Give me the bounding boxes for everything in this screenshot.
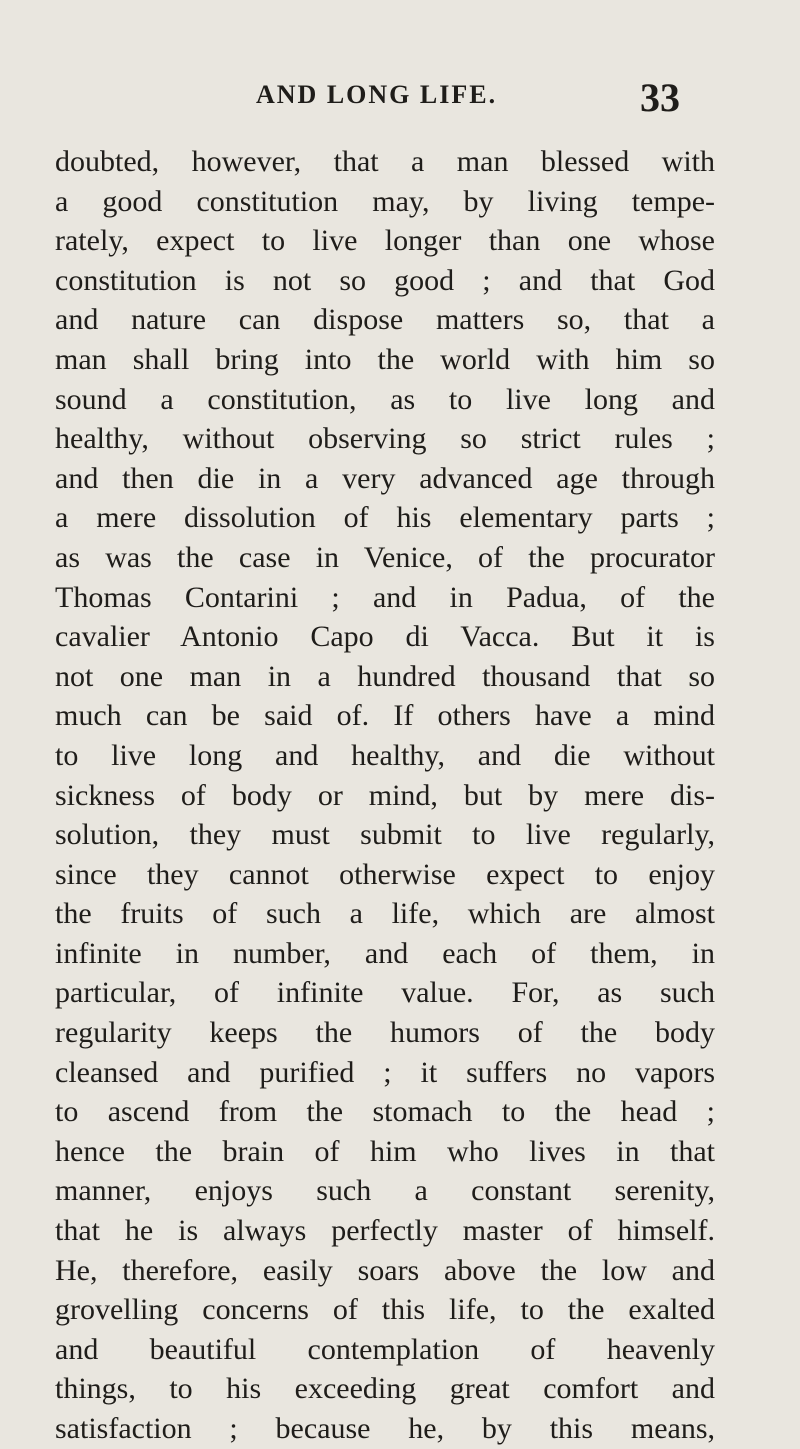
text-line: particular, of infinite value. For, as such — [55, 976, 715, 1010]
text-line: as was the case in Venice, of the procurator — [55, 540, 715, 574]
text-line: a mere dissolution of his elementary parts ; — [55, 501, 715, 535]
text-line: constitution is not so good ; and that God — [55, 263, 715, 297]
text-line: sound a constitution, as to live long and — [55, 382, 715, 416]
text-line: solution, they must submit to live regularly, — [55, 818, 715, 852]
text-line: that he is always perfectly master of himself. — [55, 1214, 715, 1248]
text-line: since they cannot otherwise expect to enjoy — [55, 857, 715, 891]
text-line: cavalier Antonio Capo di Vacca. But it is — [55, 620, 715, 654]
text-line: not one man in a hundred thousand that so — [55, 659, 715, 693]
text-line: much can be said of. If others have a mind — [55, 699, 715, 733]
text-line: manner, enjoys such a constant serenity, — [55, 1174, 715, 1208]
text-line: things, to his exceeding great comfort and — [55, 1372, 715, 1406]
text-line: doubted, however, that a man blessed with — [55, 145, 715, 178]
text-line: the fruits of such a life, which are almost — [55, 897, 715, 931]
text-line: to live long and healthy, and die without — [55, 738, 715, 772]
text-line: satisfaction ; because he, by this means, — [55, 1412, 715, 1445]
text-line: and nature can dispose matters so, that a — [55, 303, 715, 337]
text-line: and beautiful contemplation of heavenly — [55, 1332, 715, 1366]
text-line: a good constitution may, by living tempe- — [55, 184, 715, 218]
text-line: grovelling concerns of this life, to the exalted — [55, 1293, 715, 1327]
text-line: infinite in number, and each of them, in — [55, 936, 715, 970]
text-line: and then die in a very advanced age through — [55, 461, 715, 495]
text-line: hence the brain of him who lives in that — [55, 1134, 715, 1168]
body-text — [55, 142, 715, 1449]
text-line: He, therefore, easily soars above the low and — [55, 1253, 715, 1287]
text-line: to ascend from the stomach to the head ; — [55, 1095, 715, 1129]
text-line: regularity keeps the humors of the body — [55, 1016, 715, 1050]
page-number: 33 — [640, 75, 680, 120]
text-line: man shall bring into the world with him so — [55, 342, 715, 376]
text-line: healthy, without observing so strict rules ; — [55, 422, 715, 456]
text-line: Thomas Contarini ; and in Padua, of the — [55, 580, 715, 614]
text-line: rately, expect to live longer than one whose — [55, 224, 715, 258]
text-line: sickness of body or mind, but by mere dis- — [55, 778, 715, 812]
text-line: cleansed and purified ; it suffers no vapors — [55, 1055, 715, 1089]
running-head: AND LONG LIFE. — [256, 80, 498, 109]
